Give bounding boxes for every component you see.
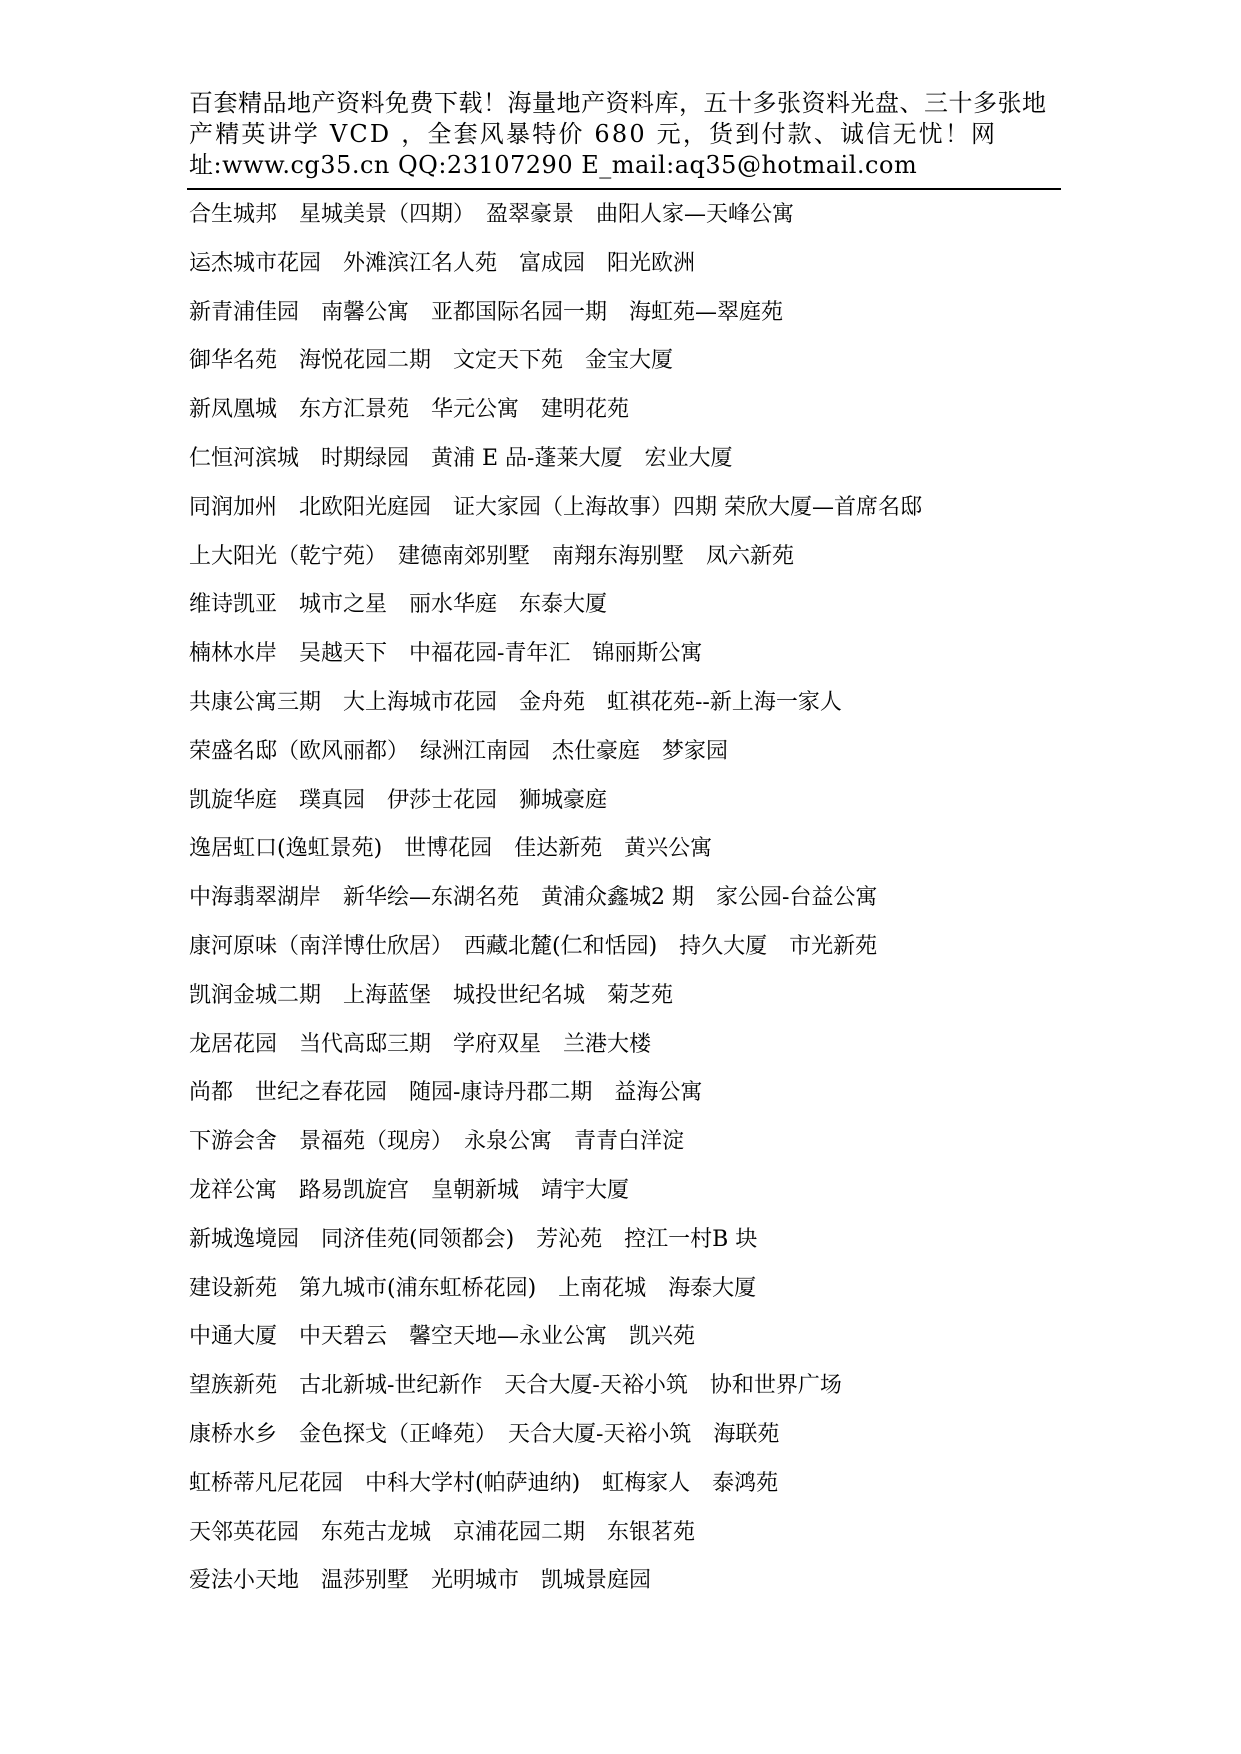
list-item: 凯旋华庭 璞真园 伊莎士花园 狮城豪庭	[189, 787, 608, 813]
list-item: 合生城邦 星城美景（四期） 盈翠豪景 曲阳人家—天峰公寓	[189, 202, 795, 227]
list-item: 同润加州 北欧阳光庭园 证大家园（上海故事）四期 荣欣大厦—首席名邸	[189, 494, 922, 520]
list-item: 荣盛名邸（欧风丽都） 绿洲江南园 杰仕豪庭 梦家园	[189, 738, 729, 764]
list-item: 天邻英花园 东苑古龙城 京浦花园二期 东银茗苑	[189, 1519, 696, 1545]
header-line-2: 产精英讲学 VCD ，全套风暴特价 680 元，货到付款、诚信无忧！网	[189, 120, 998, 148]
list-item: 新凤凰城 东方汇景苑 华元公寓 建明花苑	[189, 397, 630, 423]
list-item: 维诗凯亚 城市之星 丽水华庭 东泰大厦	[189, 592, 608, 618]
list-item: 下游会舍 景福苑（现房） 永泉公寓 青青白洋淀	[189, 1129, 685, 1155]
list-item: 运杰城市花园 外滩滨江名人苑 富成园 阳光欧洲	[189, 250, 696, 276]
list-item: 尚都 世纪之春花园 随园-康诗丹郡二期 益海公寓	[189, 1080, 703, 1106]
list-item: 凯润金城二期 上海蓝堡 城投世纪名城 菊芝苑	[189, 982, 674, 1008]
list-item: 建设新苑 第九城市(浦东虹桥花园) 上南花城 海泰大厦	[189, 1275, 757, 1301]
list-item: 御华名苑 海悦花园二期 文定天下苑 金宝大厦	[189, 348, 674, 374]
list-item: 中通大厦 中天碧云 馨空天地—永业公寓 凯兴苑	[189, 1324, 696, 1350]
list-item: 康桥水乡 金色探戈（正峰苑） 天合大厦-天裕小筑 海联苑	[189, 1421, 780, 1447]
list-item: 中海翡翠湖岸 新华绘—东湖名苑 黄浦众鑫城2 期 家公园-台益公寓	[189, 885, 878, 911]
property-list	[189, 198, 922, 1613]
list-item: 爱法小天地 温莎别墅 光明城市 凯城景庭园	[189, 1568, 652, 1594]
list-item: 龙祥公寓 路易凯旋宫 皇朝新城 靖宇大厦	[189, 1177, 630, 1203]
list-item: 仁恒河滨城 时期绿园 黄浦 E 品-蓬莱大厦 宏业大厦	[189, 445, 733, 471]
header-line-1: 百套精品地产资料免费下载！海量地产资料库，五十多张资料光盘、三十多张地	[189, 89, 1047, 117]
list-item: 上大阳光（乾宁苑） 建德南郊别墅 南翔东海别墅 凤六新苑	[189, 543, 795, 569]
list-item: 虹桥蒂凡尼花园 中科大学村(帕萨迪纳) 虹梅家人 泰鸿苑	[189, 1470, 779, 1496]
page-header	[189, 88, 1059, 181]
list-item: 龙居花园 当代高邸三期 学府双星 兰港大楼	[189, 1031, 652, 1057]
list-item: 楠林水岸 吴越天下 中福花园-青年汇 锦丽斯公寓	[189, 641, 703, 667]
header-divider	[187, 188, 1061, 190]
list-item: 新青浦佳园 南馨公寓 亚都国际名园一期 海虹苑—翠庭苑	[189, 299, 784, 325]
list-item: 新城逸境园 同济佳苑(同领都会) 芳沁苑 控江一村B 块	[189, 1226, 758, 1252]
list-item: 逸居虹口(逸虹景苑) 世博花园 佳达新苑 黄兴公寓	[189, 836, 713, 862]
list-item: 共康公寓三期 大上海城市花园 金舟苑 虹祺花苑--新上海一家人	[189, 689, 842, 715]
list-item: 望族新苑 古北新城-世纪新作 天合大厦-天裕小筑 协和世界广场	[189, 1373, 842, 1399]
list-item: 康河原味（南洋博仕欣居） 西藏北麓(仁和恬园) 持久大厦 市光新苑	[189, 933, 878, 959]
header-line-3: 址:www.cg35.cn QQ:23107290 E_mail:aq35@hotmail.com	[189, 151, 918, 179]
